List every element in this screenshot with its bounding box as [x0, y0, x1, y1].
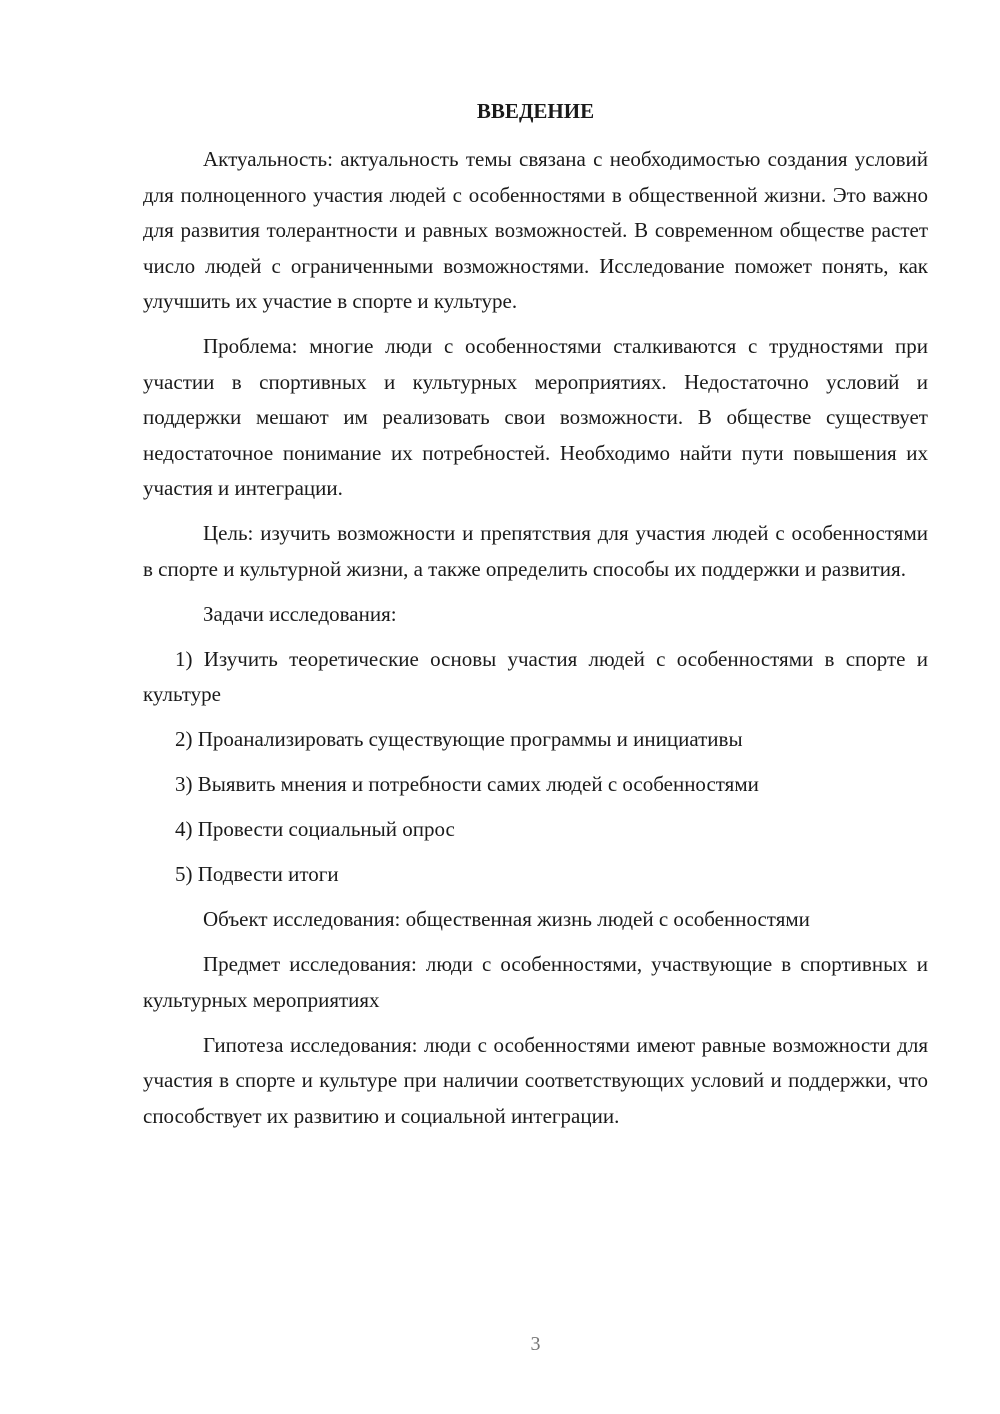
page-title: ВВЕДЕНИЕ: [476, 99, 595, 123]
task-item: 3) Выявить мнения и потребности самих людей с особенностями: [175, 772, 759, 796]
goal-paragraph: Цель: изучить возможности и препятствия для участия людей с особенностями в спорте и культурной жизни, а также определить способы их поддержки и развития.: [143, 521, 928, 581]
problem-paragraph: Проблема: многие люди с особенностями сталкиваются с трудностями при участии в спортивных и культурных мероприятиях. Недостаточно условий и поддержки мешают им реализовать свои возможности. В обществе существует недостаточное понимание их потребностей. Необходимо найти пути повышения их участия и интеграции.: [143, 334, 928, 500]
document-page: [143, 0, 928, 1414]
tasks-heading: Задачи исследования:: [203, 601, 397, 626]
task-item: 5) Подвести итоги: [175, 862, 339, 886]
task-item: 2) Проанализировать существующие программы и инициативы: [175, 727, 743, 751]
object-paragraph: Объект исследования: общественная жизнь людей с особенностями: [203, 907, 810, 931]
task-item: 1) Изучить теоретические основы участия людей с особенностями в спорте и культуре: [143, 646, 928, 706]
relevance-paragraph: Актуальность: актуальность темы связана с необходимостью создания условий для полноценного участия людей с особенностями в общественной жизни. Это важно для развития толерантности и равных возможностей. В современном обществе растет число людей с ограниченными возможностями. Исследование поможет понять, как улучшить их участие в спорте и культуре.: [143, 147, 928, 313]
subject-paragraph: Предмет исследования: люди с особенностями, участвующие в спортивных и культурных мероприятиях: [143, 952, 928, 1012]
task-item: 4) Провести социальный опрос: [175, 817, 455, 841]
hypothesis-paragraph: Гипотеза исследования: люди с особенностями имеют равные возможности для участия в спорте и культуре при наличии соответствующих условий и поддержки, что способствует их развитию и социальной интеграции.: [143, 1032, 928, 1128]
document-body: [143, 142, 928, 1144]
page-number: 3: [530, 1333, 541, 1355]
